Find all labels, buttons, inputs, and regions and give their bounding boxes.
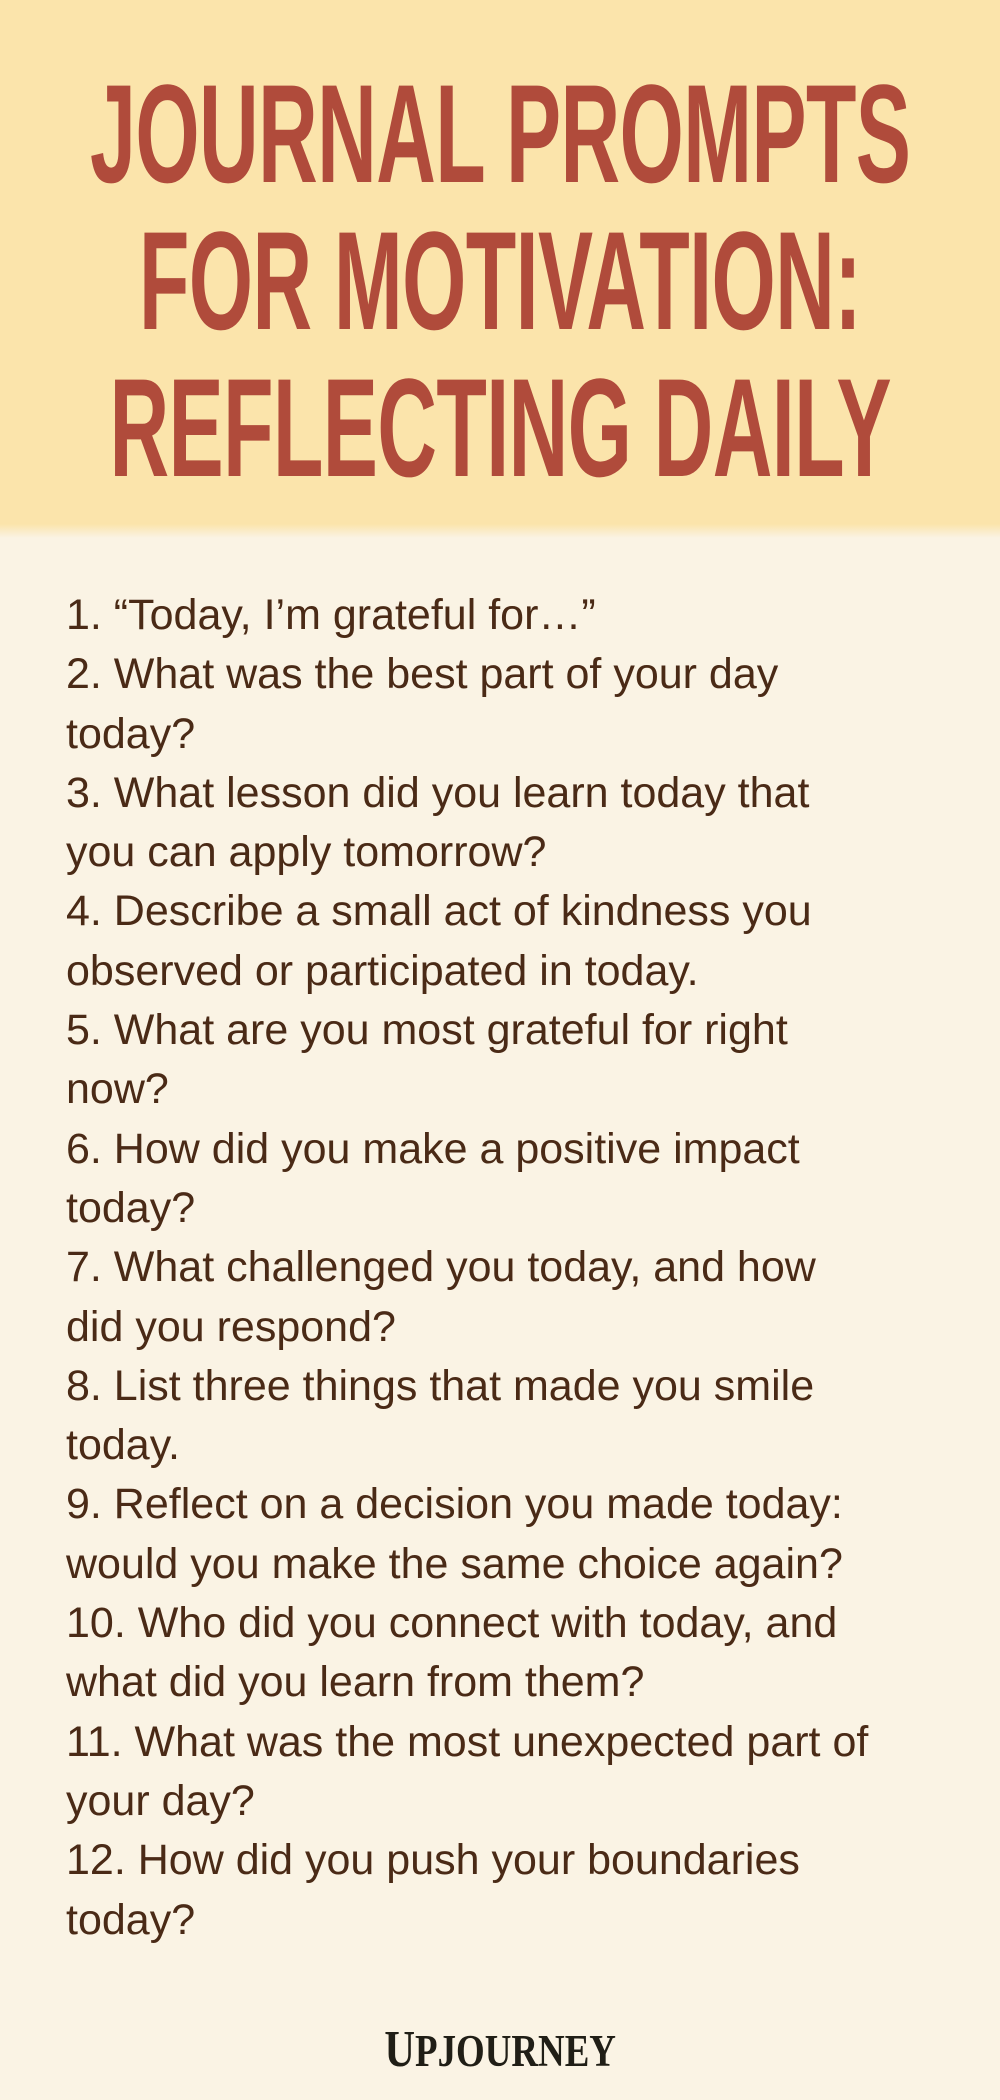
title-line-2: FOR MOTIVATION: bbox=[138, 202, 862, 359]
header-fade-divider bbox=[0, 524, 1000, 538]
prompt-item-7: 7. What challenged you today, and how did you respond? bbox=[66, 1243, 816, 1351]
prompt-item-3: 3. What lesson did you learn today that you can apply tomorrow? bbox=[66, 768, 810, 877]
prompt-item-5: 5. What are you most grateful for right now? bbox=[66, 1006, 788, 1114]
prompt-item-8: 8. List three things that made you smile today. bbox=[66, 1361, 815, 1470]
title-line-3: REFLECTING DAILY bbox=[109, 349, 891, 506]
poster-title bbox=[0, 55, 1000, 506]
prompt-item-1: 1. “Today, I’m grateful for…” bbox=[66, 591, 596, 639]
prompt-item-4: 4. Describe a small act of kindness you observed or participated in today. bbox=[66, 887, 812, 995]
prompt-item-10: 10. Who did you connect with today, and what did you learn from them? bbox=[66, 1599, 838, 1707]
header-banner bbox=[0, 0, 1000, 524]
title-line-1: JOURNAL PROMPTS bbox=[89, 55, 911, 212]
prompt-item-9: 9. Reflect on a decision you made today: would you make the same choice again? bbox=[66, 1480, 843, 1588]
footer bbox=[0, 2020, 1000, 2078]
brand-logo: UPJOURNEY bbox=[384, 2020, 616, 2078]
prompt-item-12: 12. How did you push your boundaries today? bbox=[66, 1836, 800, 1944]
prompt-item-11: 11. What was the most unexpected part of your day? bbox=[66, 1717, 869, 1825]
prompt-item-6: 6. How did you make a positive impact today? bbox=[66, 1124, 800, 1232]
prompt-list bbox=[66, 586, 881, 1950]
prompt-item-2: 2. What was the best part of your day today? bbox=[66, 650, 779, 758]
